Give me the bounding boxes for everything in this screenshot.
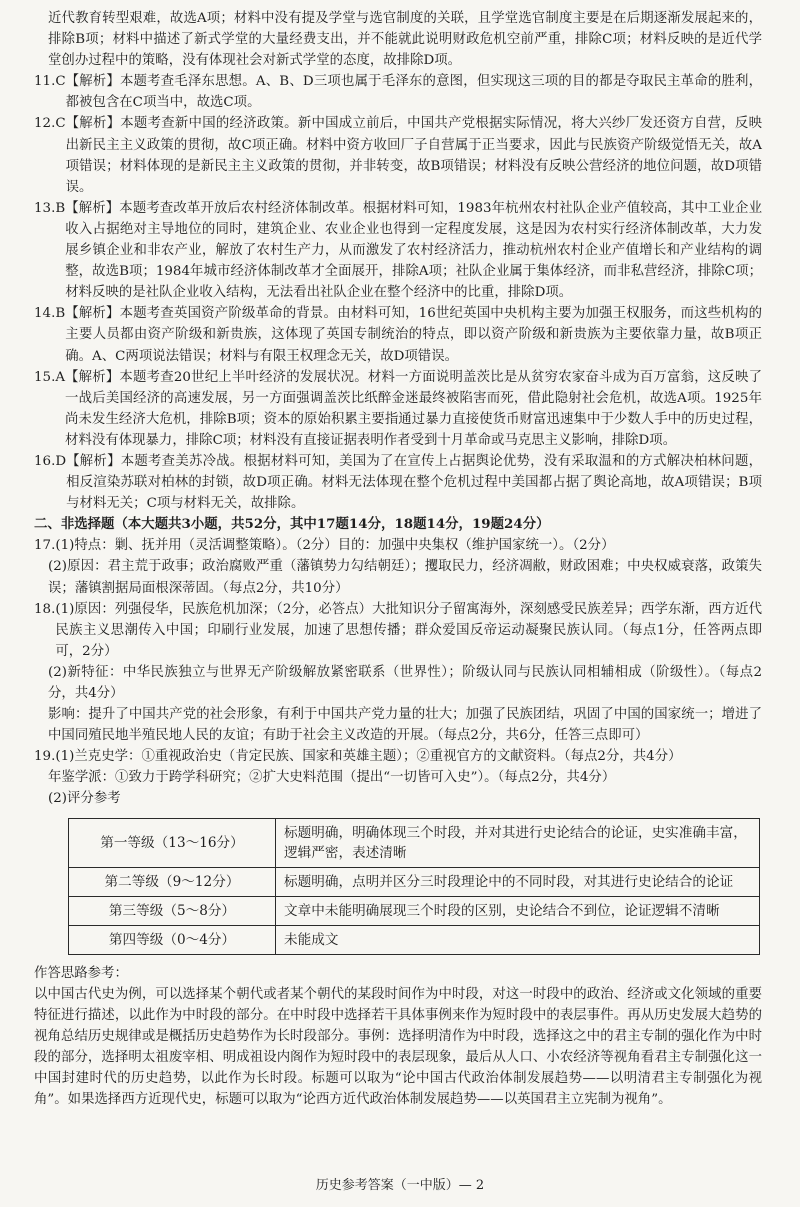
- answer-item-14: [34, 303, 762, 366]
- answer-number: 16.D: [34, 453, 67, 469]
- q17-part-1: [34, 535, 762, 556]
- grade-level: 第一等级（13～16分）: [69, 818, 276, 867]
- question-18: [34, 599, 762, 747]
- table-row: [69, 925, 760, 954]
- grade-level: 第三等级（5～8分）: [69, 896, 276, 925]
- table-row: [69, 896, 760, 925]
- q18-impact: 影响：提升了中国共产党的社会形象，有利于中国共产党力量的壮大；加强了民族团结，巩固了中国的国家统一；增进了中国同殖民地半殖民地人民的友谊；有助于社会主义改造的开展。（每点2分，共6分，任答三点即可）: [48, 707, 762, 744]
- q18-part-2: (2)新特征：中华民族独立与世界无产阶级解放紧密联系（世界性）；阶级认同与民族认同相辅相成（阶级性）。（每点2分，共4分）: [48, 664, 762, 701]
- grade-level: 第四等级（0～4分）: [69, 925, 276, 954]
- question-number: 18.: [34, 601, 56, 617]
- question-19: [34, 746, 762, 809]
- grade-description: 未能成文: [276, 925, 760, 954]
- section-heading: 二、非选择题（本大题共3小题，共52分，其中17题14分，18题14分，19题24分）: [34, 516, 550, 533]
- q17-part-2: (2)原因：君主荒于政事；政治腐败严重（藩镇势力勾结朝廷）；攫取民力，经济凋敝，财政困难；中央权威衰落，政策失误；藩镇割据局面根深蒂固。（每点2分，共10分）: [48, 559, 762, 596]
- table-row: [69, 818, 760, 867]
- answer-text: 【解析】本题考查毛泽东思想。A、B、D三项也属于毛泽东的意图，但实现这三项的目的都是夺取民主革命的胜利，都被包含在C项当中，故选C项。: [65, 74, 762, 111]
- q19-part-1: [34, 746, 762, 767]
- answer-text: 【解析】本题考查英国资产阶级革命的背景。由材料可知，16世纪英国中央机构主要为加强王权服务，而这些机构的主要人员都由资产阶级和新贵族，这体现了英国专制统治的特点，即以资产阶级和新贵族为主要依靠力量，故B项正确。A、C两项说法错误；材料与有限王权理念无关，故D项错误。: [65, 306, 762, 364]
- answer-item-13: [34, 198, 762, 303]
- answer-number: 11.C: [34, 74, 66, 90]
- answer-number: 15.A: [34, 369, 66, 385]
- approach-title: 作答思路参考：: [34, 965, 128, 981]
- answer-text: 【解析】本题考查改革开放后农村经济体制改革。根据材料可知，1983年杭州农村社队企业产值较高，其中工业企业收入占据绝对主导地位的同时，建筑企业、农业企业也得到一定程度发展，这是因为农村实行经济体制改革，大力发展乡镇企业和非农产业，解放了农村生产力，从而激发了农村经济活力，推动杭州农村企业产值增长和产业结构的调整，故选B项；1984年城市经济体制改革才全面展开，排除A项；社队企业属于集体经济，而非私营经济，排除C项；材料反映的是社队企业收入结构，无法看出社队企业在整个经济中的比重，排除D项。: [65, 200, 762, 301]
- question-number: 17.: [34, 538, 56, 554]
- q18-part-1: [34, 599, 762, 662]
- mc-answers: [34, 71, 762, 514]
- answer-text: (1)兰克史学：①重视政治史（肯定民族、国家和英雄主题）；②重视官方的文献资料。（每点2分，共4分）: [55, 749, 682, 765]
- answer-text: 【解析】本题考查新中国的经济政策。新中国成立前后，中国共产党根据实际情况，将大兴纱厂发还资方自营，反映出新民主主义政策的贯彻，故C项正确。材料中资方收回厂子自营属于正当要求，因此与民族资产阶级觉悟无关，故A项错误；材料体现的是新民主主义政策的贯彻，并非转变，故B项错误；材料没有反映公营经济的地位问题，故D项错误。: [65, 116, 762, 195]
- answer-content: [34, 8, 762, 1110]
- answer-text: (1)特点：剿、抚并用（灵活调整策略）。（2分）目的：加强中央集权（维护国家统一）。（2分）: [55, 538, 615, 554]
- page-footer: 历史参考答案（一中版）— 2: [315, 1178, 485, 1193]
- answer-number: 12.C: [34, 116, 66, 132]
- grading-table: [68, 818, 760, 955]
- question-17: [34, 535, 762, 598]
- intro-paragraph: 近代教育转型艰难，故选A项；材料中没有提及学堂与选官制度的关联，且学堂选官制度主要是在后期逐渐发展起来的，排除B项；材料中描述了新式学堂的大量经费支出，并不能就此说明财政危机空前严重，排除C项；材料反映的是近代学堂创办过程中的策略，没有体现社会对新式学堂的态度，故排除D项。: [48, 11, 762, 69]
- answer-text: 【解析】本题考查20世纪上半叶经济的发展状况。材料一方面说明盖茨比是从贫穷农家奋斗成为百万富翁，这反映了一战后美国经济的高速发展，另一方面强调盖茨比纸醉金迷最终被陷害而死，借此隐射社会危机，故选A项。1925年尚未发生经济大危机，排除B项；资本的原始积累主要指通过暴力直接使货币财富迅速集中于少数人手中的历史过程，材料没有体现暴力，排除C项；材料没有直接证据表明作者受到十月革命或马克思主义影响，排除D项。: [65, 369, 762, 448]
- grade-description: 标题明确，明确体现三个时段，并对其进行史论结合的论证，史实准确丰富，逻辑严密，表述清晰: [276, 818, 760, 867]
- answer-text: 【解析】本题考查美苏冷战。根据材料可知，美国为了在宣传上占据舆论优势，没有采取温和的方式解决柏林问题，相反渲染苏联对柏林的封锁，故D项正确。材料无法体现在整个危机过程中美国都占据了舆论高地，故A项错误；B项与材料无关；C项与材料无关，故排除。: [66, 453, 762, 512]
- q19-part-2-heading: (2)评分参考: [48, 791, 121, 807]
- approach-text: 以中国古代史为例，可以选择某个朝代或者某个朝代的某段时间作为中时段，对这一时段中的政治、经济或文化领域的重要特征进行描述，以此作为中时段的部分。在中时段中选择若干具体事例来作为短时段中的表层事件。再从历史发展大趋势的视角总结历史规律或是概括历史趋势作为长时段部分。事例：选择明清作为中时段，选择这之中的君主专制的强化作为中时段的部分，选择明太祖废宰相、明成祖设内阁作为短时段中的表层现象，最后从人口、小农经济等视角看君主专制强化这一中国封建时代的历史趋势，以此作为长时段。标题可以取为“论中国古代政治体制发展趋势——以明清君主专制强化为视角”。如果选择西方近现代史，标题可以取为“论西方近代政治体制发展趋势——以英国君主立宪制为视角”。: [34, 986, 762, 1108]
- grade-description: 标题明确，点明并区分三时段理论中的不同时段，对其进行史论结合的论证: [276, 867, 760, 896]
- q19-annales: 年鉴学派：①致力于跨学科研究；②扩大史料范围（提出“一切皆可入史”）。（每点2分，共4分）: [48, 770, 616, 786]
- grade-level: 第二等级（9～12分）: [69, 867, 276, 896]
- grade-description: 文章中未能明确展现三个时段的区别，史论结合不到位，论证逻辑不清晰: [276, 896, 760, 925]
- question-number: 19.: [34, 749, 56, 765]
- answer-item-15: [34, 367, 762, 451]
- answer-item-16: [34, 451, 762, 514]
- answer-item-12: [34, 113, 762, 197]
- answer-number: 13.B: [34, 200, 66, 216]
- answer-text: (1)原因：列强侵华，民族危机加深；（2分，必答点）大批知识分子留寓海外，深刻感受民族差异；西学东渐，西方近代民族主义思潮传入中国；印刷行业发展，加速了思想传播；群众爱国反帝运动凝聚民族认同。（每点1分，任答两点即可，2分）: [55, 601, 762, 659]
- answer-item-11: [34, 71, 762, 113]
- table-row: [69, 867, 760, 896]
- answer-number: 14.B: [34, 306, 66, 322]
